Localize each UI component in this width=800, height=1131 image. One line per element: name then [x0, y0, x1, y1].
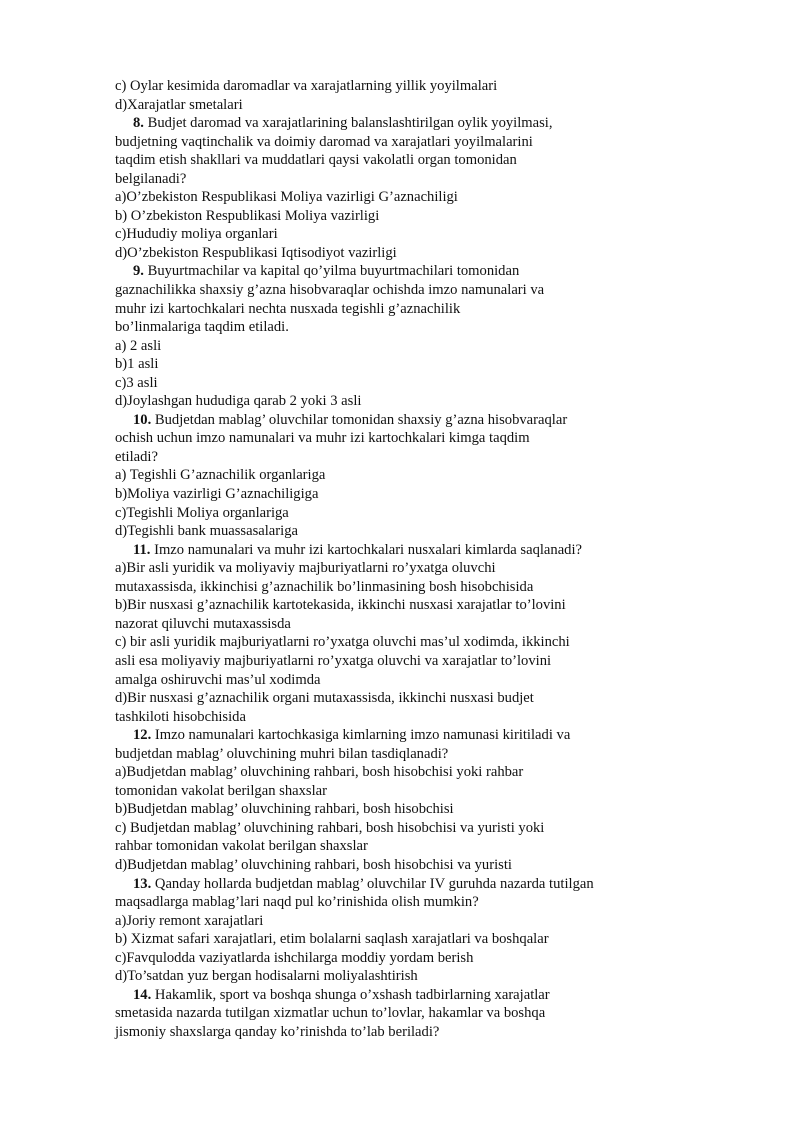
option-line: d)Tegishli bank muassasalariga	[115, 523, 298, 540]
question-line: bo’linmalariga taqdim etiladi.	[115, 319, 289, 336]
option-line: d)Joylashgan hududiga qarab 2 yoki 3 asli	[115, 393, 362, 410]
option-line: d)Xarajatlar smetalari	[115, 96, 243, 113]
option-line: c) Budjetdan mablag’ oluvchining rahbari, bosh hisobchisi va yuristi yoki	[115, 819, 545, 836]
document-page	[115, 77, 655, 1041]
option-line: tashkiloti hisobchisida	[115, 708, 246, 725]
option-line: mutaxassisda, ikkinchisi g’aznachilik bo’linmasining bosh hisobchisida	[115, 578, 534, 595]
question-line: maqsadlarga mablag’lari naqd pul ko’rinishida olish mumkin?	[115, 894, 479, 911]
option-line: c)Tegishli Moliya organlariga	[115, 504, 289, 521]
question-line: budjetning vaqtinchalik va doimiy daromad va xarajatlari yoyilmalarini	[115, 133, 533, 150]
question-text: Budjet daromad va xarajatlarining balanslashtirilgan oylik yoyilmasi,	[143, 115, 553, 132]
option-line: b)Bir nusxasi g’aznachilik kartotekasida, ikkinchi nusxasi xarajatlar to’lovini	[115, 597, 566, 614]
question-line	[115, 875, 655, 894]
option-line: rahbar tomonidan vakolat berilgan shaxslar	[115, 838, 368, 855]
option-line: b) O’zbekiston Respublikasi Moliya vazirligi	[115, 207, 380, 224]
option-line: a)Bir asli yuridik va moliyaviy majburiyatlarni ro’yxatga oluvchi	[115, 560, 496, 577]
option-line: b)Moliya vazirligi G’aznachiligiga	[115, 486, 319, 503]
question-line: etiladi?	[115, 448, 158, 465]
question-line	[115, 986, 655, 1005]
question-line	[115, 262, 655, 281]
question-line: smetasida nazarda tutilgan xizmatlar uchun to’lovlar, hakamlar va boshqa	[115, 1005, 546, 1022]
question-number: 11.	[133, 541, 151, 558]
question-text: Hakamlik, sport va boshqa shunga o’xshash tadbirlarning xarajatlar	[151, 986, 550, 1003]
option-line: c) Oylar kesimida daromadlar va xarajatlarning yillik yoyilmalari	[115, 78, 498, 94]
option-line: d)To’satdan yuz bergan hodisalarni moliyalashtirish	[115, 968, 418, 985]
question-text: Buyurtmachilar va kapital qo’yilma buyurtmachilari tomonidan	[143, 263, 520, 280]
question-number: 9.	[133, 263, 144, 280]
option-line: a) 2 asli	[115, 337, 162, 354]
question-line: gaznachilikka shaxsiy g’azna hisobvaraqlar ochishda imzo namunalari va	[115, 282, 545, 299]
question-line	[115, 411, 655, 430]
option-line: asli esa moliyaviy majburiyatlarni ro’yxatga oluvchi va xarajatlar to’lovini	[115, 652, 552, 669]
question-number: 12.	[133, 727, 152, 744]
question-number: 8.	[133, 115, 144, 132]
option-line: d)Bir nusxasi g’aznachilik organi mutaxassisda, ikkinchi nusxasi budjet	[115, 690, 534, 707]
option-line: a)O’zbekiston Respublikasi Moliya vazirligi G’aznachiligi	[115, 189, 458, 206]
option-line: b) Xizmat safari xarajatlari, etim bolalarni saqlash xarajatlari va boshqalar	[115, 931, 549, 948]
option-line: amalga oshiruvchi mas’ul xodimda	[115, 671, 321, 688]
question-number: 14.	[133, 986, 152, 1003]
option-line: c)3 asli	[115, 374, 158, 391]
question-line	[115, 541, 655, 560]
question-line: taqdim etish shakllari va muddatlari qaysi vakolatli organ tomonidan	[115, 152, 517, 169]
question-line: belgilanadi?	[115, 170, 187, 187]
option-line: b)1 asli	[115, 356, 159, 373]
question-text: Imzo namunalari va muhr izi kartochkalari nusxalari kimlarda saqlanadi?	[150, 541, 583, 558]
question-line: jismoniy shaxslarga qanday ko’rinishda to’lab beriladi?	[115, 1023, 440, 1040]
question-text: Imzo namunalari kartochkasiga kimlarning imzo namunasi kiritiladi va	[151, 727, 571, 744]
option-line: tomonidan vakolat berilgan shaxslar	[115, 782, 327, 799]
question-line	[115, 726, 655, 745]
question-number: 13.	[133, 875, 152, 892]
question-number: 10.	[133, 411, 152, 428]
option-line: c) bir asli yuridik majburiyatlarni ro’yxatga oluvchi mas’ul xodimda, ikkinchi	[115, 634, 570, 651]
question-line: budjetdan mablag’ oluvchining muhri bilan tasdiqlanadi?	[115, 745, 449, 762]
question-line: muhr izi kartochkalari nechta nusxada tegishli g’aznachilik	[115, 300, 461, 317]
question-text: Qanday hollarda budjetdan mablag’ oluvchilar IV guruhda nazarda tutilgan	[151, 875, 594, 892]
option-line: c)Favqulodda vaziyatlarda ishchilarga moddiy yordam berish	[115, 949, 474, 966]
option-line: nazorat qiluvchi mutaxassisda	[115, 615, 291, 632]
option-line: a)Budjetdan mablag’ oluvchining rahbari, bosh hisobchisi yoki rahbar	[115, 764, 524, 781]
option-line: d)O’zbekiston Respublikasi Iqtisodiyot vazirligi	[115, 244, 397, 261]
option-line: d)Budjetdan mablag’ oluvchining rahbari, bosh hisobchisi va yuristi	[115, 856, 512, 873]
question-line	[115, 114, 655, 133]
option-line: b)Budjetdan mablag’ oluvchining rahbari, bosh hisobchisi	[115, 801, 454, 818]
option-line: a) Tegishli G’aznachilik organlariga	[115, 467, 326, 484]
option-line: c)Hududiy moliya organlari	[115, 226, 278, 243]
question-text: Budjetdan mablag’ oluvchilar tomonidan shaxsiy g’azna hisobvaraqlar	[151, 411, 568, 428]
question-line: ochish uchun imzo namunalari va muhr izi kartochkalari kimga taqdim	[115, 430, 530, 447]
option-line: a)Joriy remont xarajatlari	[115, 912, 264, 929]
